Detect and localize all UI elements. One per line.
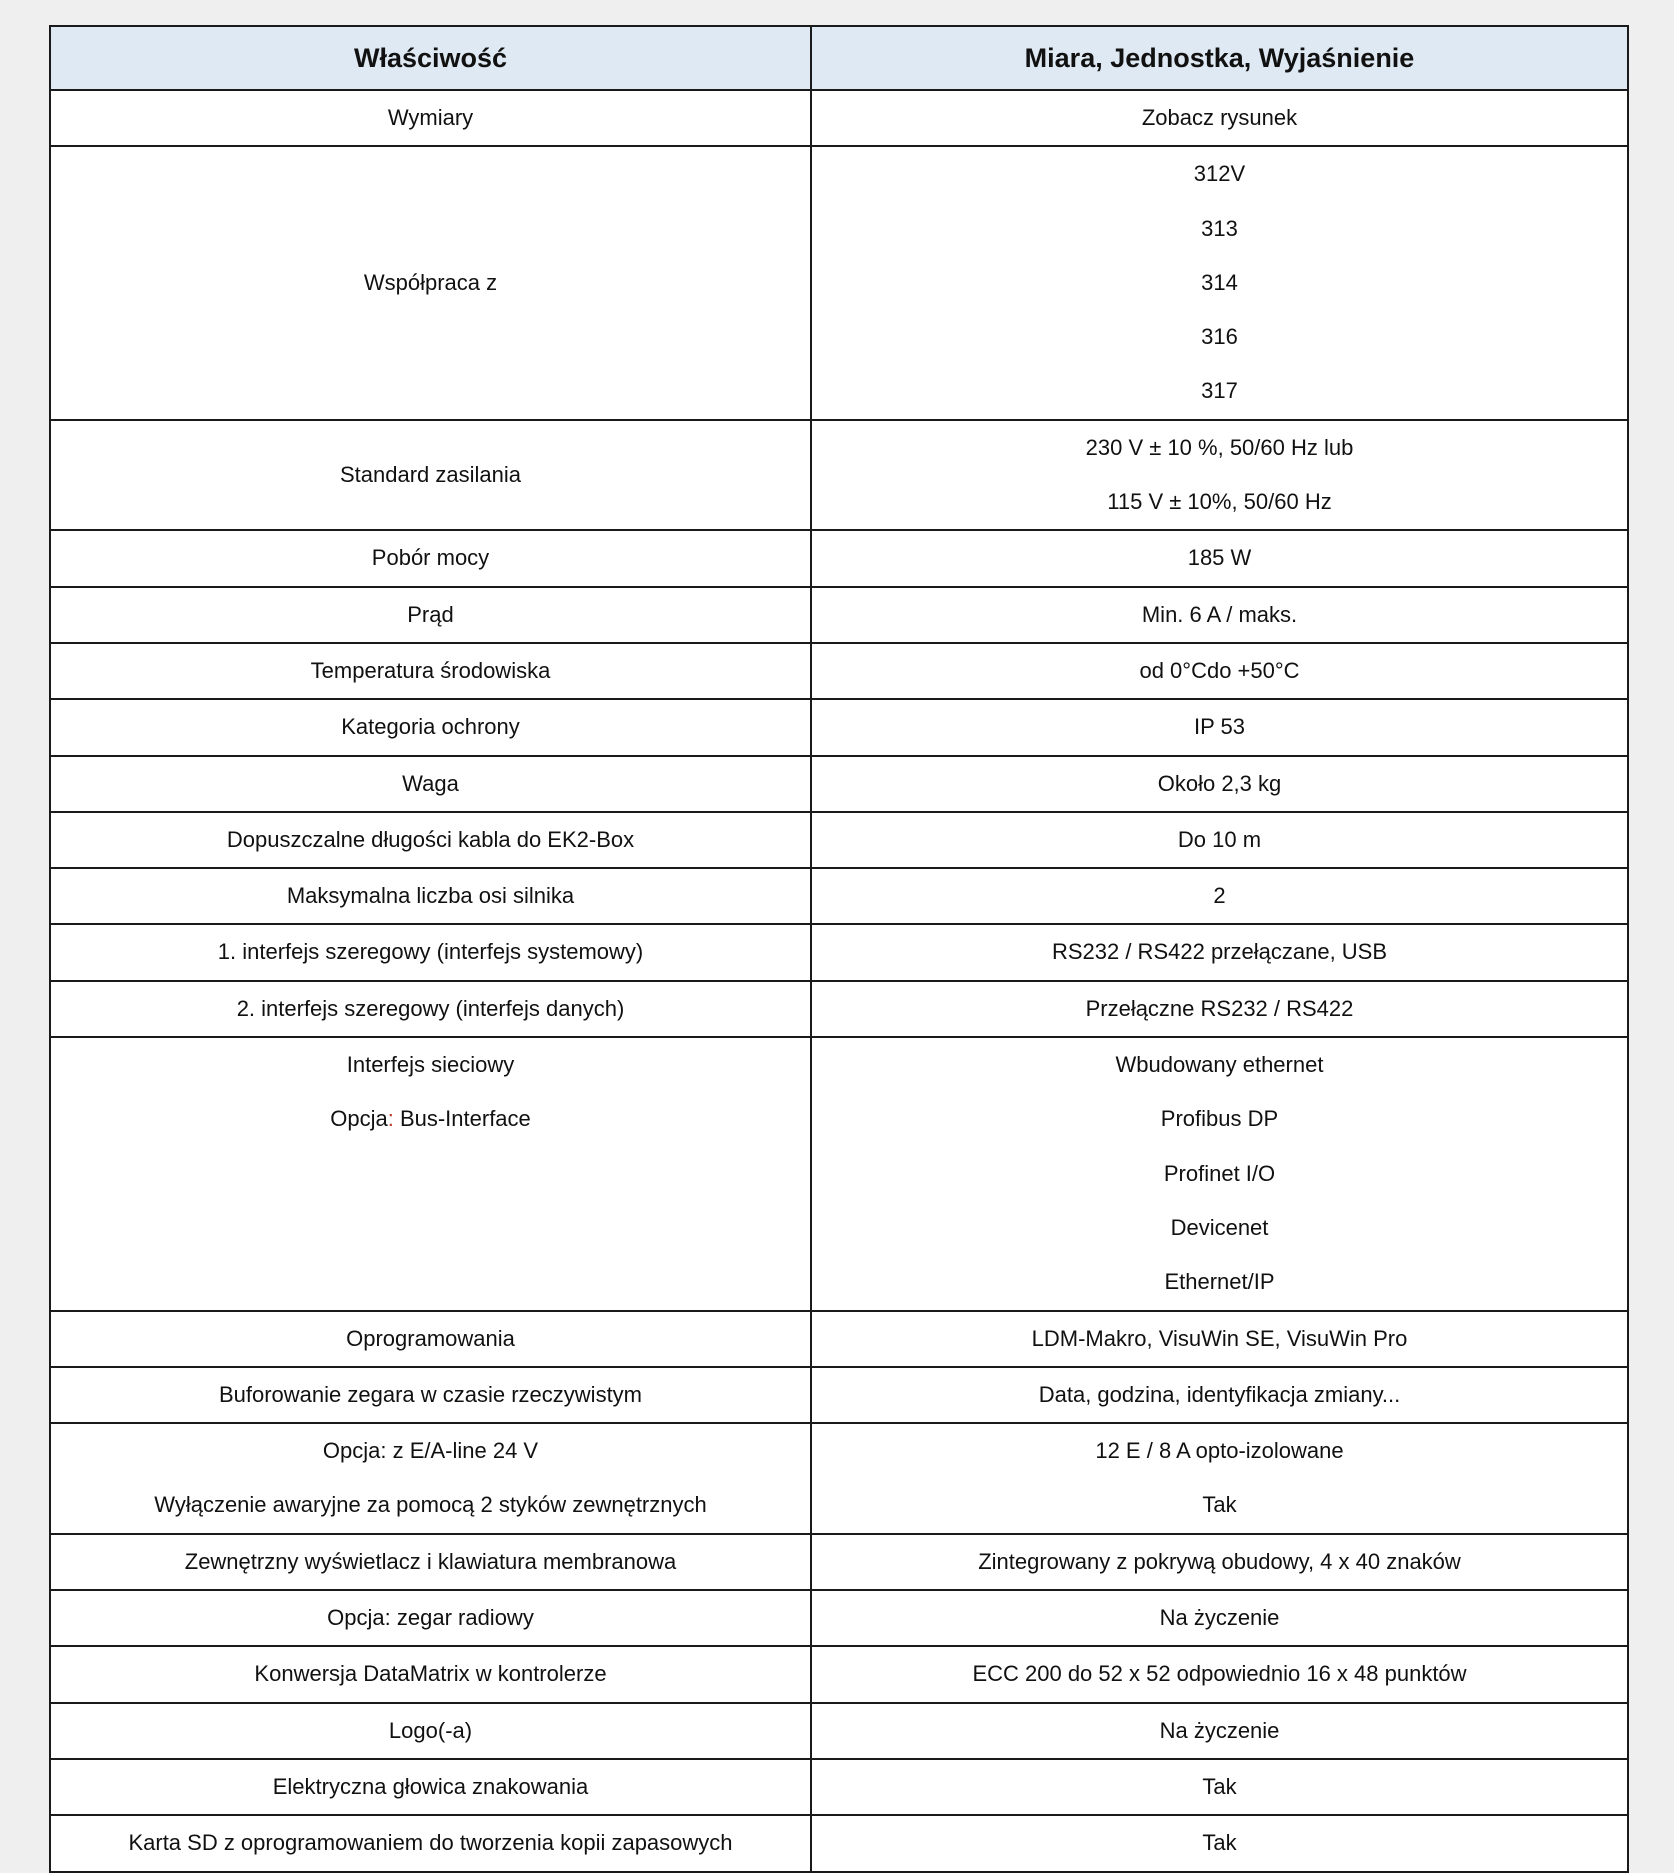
- property-text: Elektryczna głowica znakowania: [272, 1773, 589, 1799]
- value-text: Tak: [1202, 1492, 1237, 1518]
- value-text: Ethernet/IP: [1164, 1269, 1275, 1295]
- property-text: Temperatura środowiska: [310, 657, 551, 683]
- table-row: [50, 756, 1628, 812]
- property-text: Pobór mocy: [371, 545, 490, 571]
- value-cell: [811, 981, 1628, 1037]
- table-row: [50, 924, 1628, 980]
- table-row: [50, 643, 1628, 699]
- table-row: [50, 146, 1628, 419]
- table-row: [50, 1759, 1628, 1815]
- value-cell: [811, 699, 1628, 755]
- value-cell: [811, 812, 1628, 868]
- table-row: [50, 1815, 1628, 1871]
- value-text: Tak: [1202, 1830, 1237, 1856]
- table-row: [50, 868, 1628, 924]
- value-text: 12 E / 8 A opto-izolowane: [1095, 1438, 1344, 1464]
- property-text: 1. interfejs szeregowy (interfejs systemowy): [217, 939, 644, 965]
- value-text: Zobacz rysunek: [1141, 105, 1298, 130]
- property-cell: [50, 924, 811, 980]
- property-cell: [50, 1534, 811, 1590]
- option-label: Opcja: [330, 1106, 388, 1132]
- table-row: [50, 530, 1628, 586]
- value-text: 316: [1201, 324, 1238, 350]
- value-cell: [811, 146, 1628, 419]
- value-cell: [811, 1367, 1628, 1423]
- value-text: 313: [1201, 215, 1238, 241]
- property-cell: [50, 1037, 811, 1310]
- value-cell: [811, 756, 1628, 812]
- table-row: [50, 1367, 1628, 1423]
- property-text: Buforowanie zegara w czasie rzeczywistym: [218, 1381, 643, 1407]
- value-text: Min. 6 A / maks.: [1141, 601, 1298, 627]
- value-cell: [811, 1423, 1628, 1534]
- property-text: Prąd: [407, 601, 454, 627]
- property-cell: [50, 1815, 811, 1871]
- property-text: 2. interfejs szeregowy (interfejs danych): [236, 995, 625, 1021]
- value-text: 115 V ± 10%, 50/60 Hz: [1107, 489, 1332, 515]
- property-text: Współpraca z: [363, 269, 498, 295]
- property-text: Karta SD z oprogramowaniem do tworzenia kopii zapasowych: [128, 1830, 733, 1856]
- option-colon: :: [387, 1106, 394, 1132]
- value-cell: [811, 1815, 1628, 1871]
- property-cell: [50, 812, 811, 868]
- value-cell: [811, 1037, 1628, 1310]
- value-text: 312V: [1193, 161, 1246, 187]
- value-cell: [811, 530, 1628, 586]
- value-text: IP 53: [1194, 714, 1245, 740]
- property-cell: [50, 587, 811, 643]
- property-cell: [50, 146, 811, 419]
- value-cell: [811, 1311, 1628, 1367]
- table-row: [50, 1534, 1628, 1590]
- property-cell: [50, 1703, 811, 1759]
- property-text: Zewnętrzny wyświetlacz i klawiatura membranowa: [184, 1548, 677, 1574]
- property-text: Oprogramowania: [346, 1325, 515, 1351]
- value-text: Devicenet: [1170, 1214, 1269, 1240]
- value-cell: [811, 1703, 1628, 1759]
- value-cell: [811, 90, 1628, 146]
- property-cell: [50, 643, 811, 699]
- value-text: 230 V ± 10 %, 50/60 Hz lub: [1085, 434, 1354, 460]
- value-text: Profinet I/O: [1163, 1160, 1276, 1186]
- property-text: Kategoria ochrony: [341, 714, 520, 740]
- value-text: Przełączne RS232 / RS422: [1085, 995, 1354, 1021]
- property-text-option: [51, 1092, 810, 1146]
- value-text: 185 W: [1187, 545, 1252, 571]
- property-cell: [50, 1367, 811, 1423]
- property-text: Interfejs sieciowy: [346, 1052, 515, 1078]
- value-text: Zintegrowany z pokrywą obudowy, 4 x 40 znaków: [978, 1548, 1461, 1574]
- property-cell: [50, 1759, 811, 1815]
- property-cell: [50, 1590, 811, 1646]
- property-cell: [50, 1646, 811, 1702]
- property-text: Logo(-a): [388, 1717, 473, 1743]
- value-cell: [811, 1534, 1628, 1590]
- value-text: LDM-Makro, VisuWin SE, VisuWin Pro: [1031, 1325, 1408, 1351]
- table-row: [50, 1590, 1628, 1646]
- value-cell: [811, 1646, 1628, 1702]
- value-text: Około 2,3 kg: [1157, 770, 1282, 796]
- value-cell: [811, 868, 1628, 924]
- value-text: 314: [1201, 269, 1238, 295]
- property-cell: [50, 420, 811, 531]
- table-row: [50, 1646, 1628, 1702]
- table-row: [50, 90, 1628, 146]
- property-cell: [50, 1423, 811, 1534]
- property-cell: [50, 868, 811, 924]
- value-text: od 0°Cdo +50°C: [1139, 657, 1300, 683]
- table-row: [50, 981, 1628, 1037]
- value-text: ECC 200 do 52 x 52 odpowiednio 16 x 48 punktów: [972, 1661, 1467, 1687]
- property-text: Opcja: zegar radiowy: [327, 1605, 534, 1631]
- property-cell: [50, 90, 811, 146]
- property-text: Maksymalna liczba osi silnika: [286, 883, 575, 909]
- value-cell: [811, 587, 1628, 643]
- table-row: [50, 420, 1628, 531]
- value-cell: [811, 420, 1628, 531]
- property-text: Opcja: z E/A-line 24 V: [322, 1438, 539, 1464]
- value-text: Na życzenie: [1159, 1717, 1280, 1743]
- property-text: Wymiary: [387, 105, 474, 130]
- table-row: [50, 1423, 1628, 1534]
- value-text: Do 10 m: [1177, 826, 1262, 852]
- property-cell: [50, 1311, 811, 1367]
- property-cell: [50, 756, 811, 812]
- table-row: [50, 699, 1628, 755]
- value-cell: [811, 1590, 1628, 1646]
- value-text: Wbudowany ethernet: [1115, 1052, 1324, 1078]
- property-cell: [50, 699, 811, 755]
- value-text: RS232 / RS422 przełączane, USB: [1051, 939, 1388, 965]
- value-text: Tak: [1202, 1773, 1237, 1799]
- value-cell: [811, 1759, 1628, 1815]
- table-row: [50, 1703, 1628, 1759]
- specification-table: [49, 25, 1629, 1873]
- option-rest: Bus-Interface: [393, 1106, 531, 1132]
- header-property: Właściwość: [50, 26, 811, 90]
- value-text: 317: [1201, 378, 1238, 404]
- table-row: [50, 812, 1628, 868]
- table-row: [50, 1311, 1628, 1367]
- property-text: Waga: [402, 770, 459, 796]
- table-header-row: [50, 26, 1628, 90]
- value-cell: [811, 643, 1628, 699]
- property-text: Dopuszczalne długości kabla do EK2-Box: [226, 826, 635, 852]
- table-row: [50, 587, 1628, 643]
- header-value: Miara, Jednostka, Wyjaśnienie: [811, 26, 1628, 90]
- property-cell: [50, 981, 811, 1037]
- value-text: 2: [1213, 883, 1226, 909]
- property-text: Konwersja DataMatrix w kontrolerze: [254, 1661, 607, 1687]
- value-cell: [811, 924, 1628, 980]
- property-text: Standard zasilania: [339, 461, 521, 487]
- value-text: Profibus DP: [1160, 1106, 1279, 1132]
- property-text: Wyłączenie awaryjne za pomocą 2 styków zewnętrznych: [154, 1492, 707, 1518]
- property-cell: [50, 530, 811, 586]
- value-text: Data, godzina, identyfikacja zmiany...: [1038, 1381, 1401, 1407]
- value-text: Na życzenie: [1159, 1605, 1280, 1631]
- table-row: [50, 1037, 1628, 1310]
